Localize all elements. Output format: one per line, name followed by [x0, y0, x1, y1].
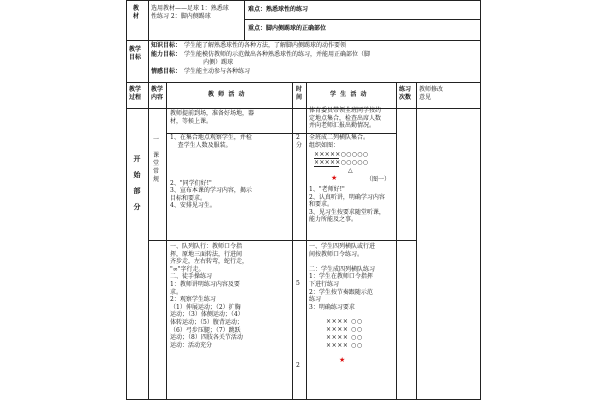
col-header-content: 教学 内容	[151, 86, 164, 101]
drill-formation-row-1: ×××× ○○	[326, 318, 363, 325]
intro-teacher-text: 教师提前到场，准备好场地，器 材，等候上课。	[170, 110, 255, 125]
figure-label: （图一）	[366, 176, 391, 183]
formation-triangle: △	[348, 167, 353, 174]
intro-student-text: 体育委员带领全班同学按约 定地点集合，检查出席人数 并向老师汇报出勤情况。	[309, 107, 382, 130]
lesson-plan-sheet	[126, 0, 481, 400]
label-goals: 教学 目标	[129, 46, 142, 61]
formation-line-top	[314, 158, 339, 159]
drills-time-b: 2	[296, 362, 300, 369]
goal-qinggan-label: 情感目标：	[151, 68, 182, 75]
start-student-text-b: 1、"老师好!" 2、认真听讲，明确学习内容 和要求。 3、见习生按要求随堂听课， 能力所能及之事。	[309, 186, 385, 224]
phase-label-start: 开 始 部 分	[133, 154, 141, 211]
goal-zhishi-label: 知识目标：	[151, 42, 182, 49]
start-time: 2 分	[296, 134, 303, 149]
goal-nengli-label: 能力目标：	[151, 51, 182, 58]
content-label-routine: 一 课 堂 常 规	[152, 136, 159, 183]
formation-line-bottom	[314, 166, 339, 167]
teacher-star-icon: ★	[331, 174, 338, 182]
label-jiaocai: 教 材	[133, 5, 140, 20]
col-header-time: 时 间	[296, 86, 303, 101]
formation-row-1: ×××××○○○○○	[314, 151, 369, 158]
col-header-reps: 练习 次数	[399, 86, 412, 101]
col-header-revision: 教师修改 意见	[419, 86, 444, 101]
zhongdian-text: 重点：脚内侧踢球的正确部位	[248, 25, 327, 32]
drills-time-a: 5	[296, 280, 300, 287]
nandian-text: 难点：熟悉球性的练习	[248, 6, 309, 13]
start-student-text-a: 全班成二列横队集合。 组织如图：	[309, 134, 370, 149]
col-header-process: 教学 过程	[129, 86, 142, 101]
drill-formation-row-4: ×××× ○○	[326, 342, 363, 349]
col-header-teacher: 教 师 活 动	[208, 91, 245, 98]
start-teacher-text: 1、在集合地点观察学生，并检 查学生人数及服装。 2、"同学们好!" 3、宣布本课的学习内容，揭示 目标和要求。 4、安排见习生。	[170, 134, 252, 210]
drills-student-text: 一、学生四列横队或行进 间按教师口令练习。 二：学生成四列横队练习 1：学生在教师口令指挥 下进行练习 2：学生按节奏跟随示范 练习 3：明确练习要求	[309, 243, 376, 311]
goal-zhishi-text: 学生能了解熟悉球性的各种方法，了解脚内侧踢球的动作要领	[184, 42, 347, 49]
drill-formation-row-2: ×××× ○○	[326, 326, 363, 333]
drill-formation-row-3: ×××× ○○	[326, 334, 363, 341]
col-header-student: 学 生 活 动	[330, 91, 367, 98]
drill-teacher-star-icon: ★	[339, 356, 346, 364]
goal-nengli-text: 学生能模仿教师的示范做出各种熟悉球性的练习，并能用正确部位（脚 内侧）踢球	[184, 51, 371, 66]
jiaocai-text: 选用教材——足球 1：熟悉球 性练习 2：脚内侧踢球	[151, 5, 229, 20]
formation-row-2: ×××××○○○○○	[314, 159, 369, 166]
drills-teacher-text: 一、队列队行：教师口令指 挥，原地三面转法，行进间 齐步走，左右转弯，蛇行走， "∞"字行走。 二、徒手操练习 1：教师讲明练习内容及要 求。 2：观察学生练习 （1）伸展运动；（2）扩胸 运动；（3）体侧运动；（4） 体转运动；（5）腹背运动； （6）弓步压腿；（7）跳跃 运动；（8）四肢各关节活动 运动：活动充分	[170, 243, 249, 349]
goal-qinggan-text: 学生能主动参与各种练习	[184, 68, 251, 75]
